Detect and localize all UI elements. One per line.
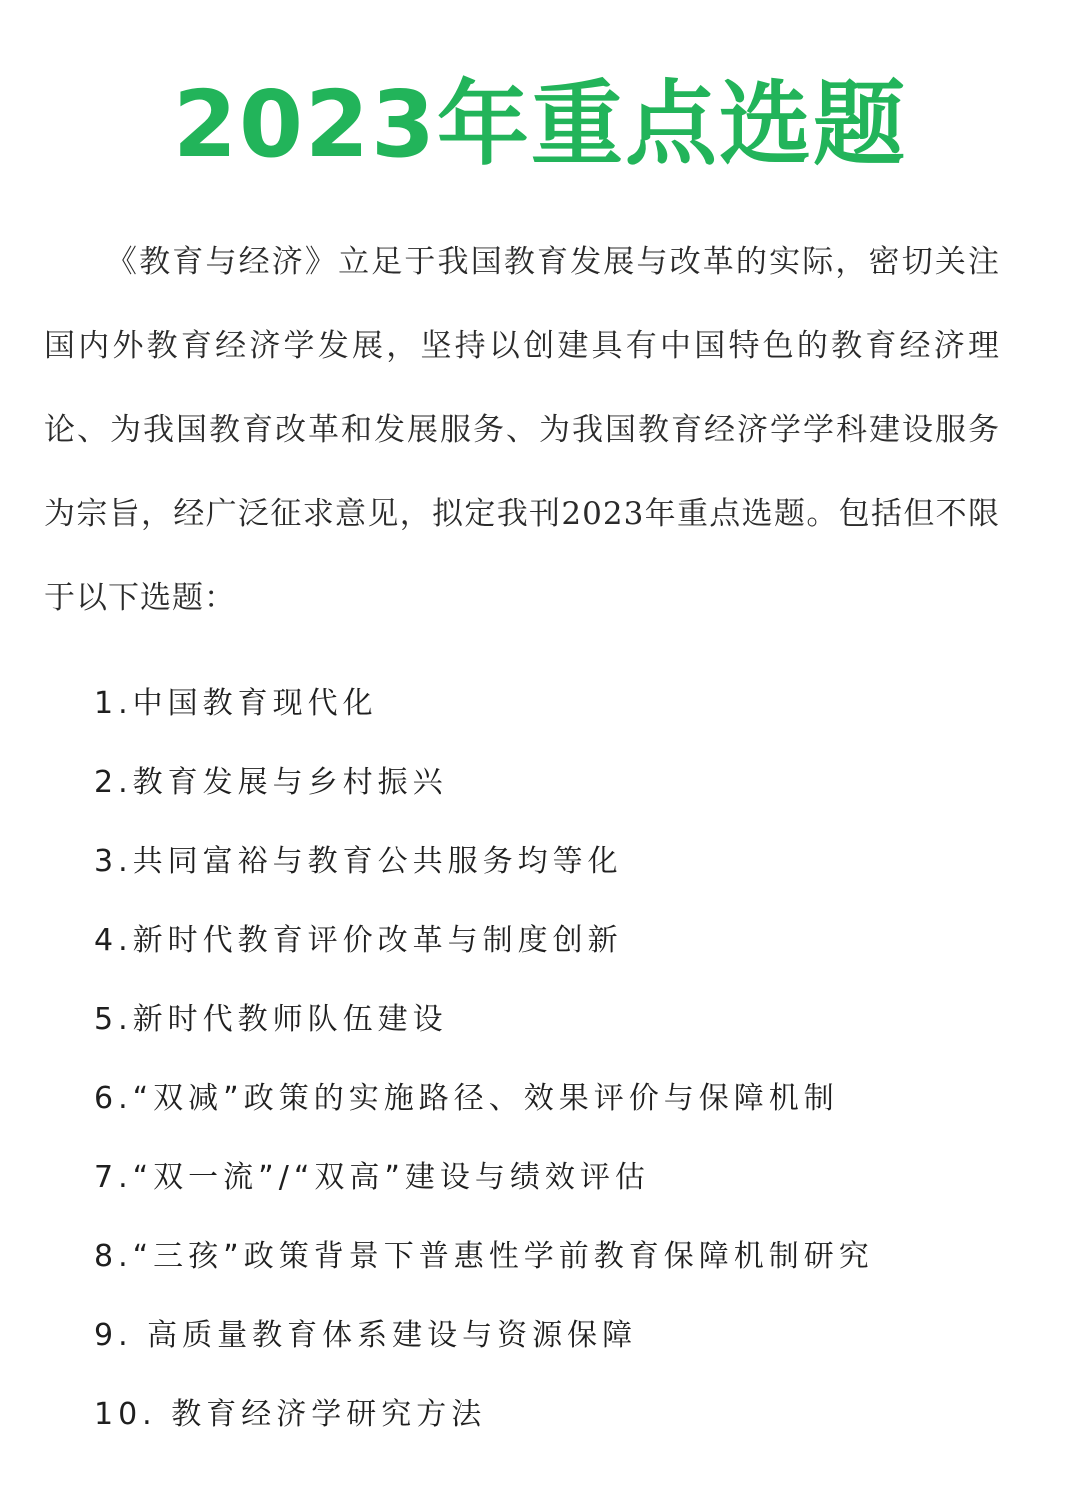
topic-item-7: 7.“双一流”/“双高”建设与绩效评估 — [94, 1160, 650, 1195]
topic-item-3: 3.共同富裕与教育公共服务均等化 — [94, 844, 623, 879]
topic-item-6: 6.“双减”政策的实施路径、效果评价与保障机制 — [94, 1081, 839, 1116]
topic-item-4: 4.新时代教育评价改革与制度创新 — [94, 923, 623, 958]
topic-item-2: 2.教育发展与乡村振兴 — [94, 765, 448, 800]
topic-item-8: 8.“三孩”政策背景下普惠性学前教育保障机制研究 — [94, 1239, 874, 1274]
intro-paragraph: 《教育与经济》立足于我国教育发展与改革的实际，密切关注国内外教育经济学发展，坚持以创建具有中国特色的教育经济理论、为我国教育改革和发展服务、为我国教育经济学学科建设服务为宗旨，经广泛征求意见，拟定我刊2023年重点选题。包括但不限于以下选题： — [44, 244, 1000, 616]
topic-item-5: 5.新时代教师队伍建设 — [94, 1002, 448, 1037]
page-title: 2023年重点选题 — [172, 71, 908, 178]
topic-item-10: 10. 教育经济学研究方法 — [94, 1397, 487, 1432]
topic-item-1: 1.中国教育现代化 — [94, 686, 378, 721]
topic-item-9: 9. 高质量教育体系建设与资源保障 — [94, 1318, 638, 1353]
topic-list — [94, 664, 1034, 1454]
